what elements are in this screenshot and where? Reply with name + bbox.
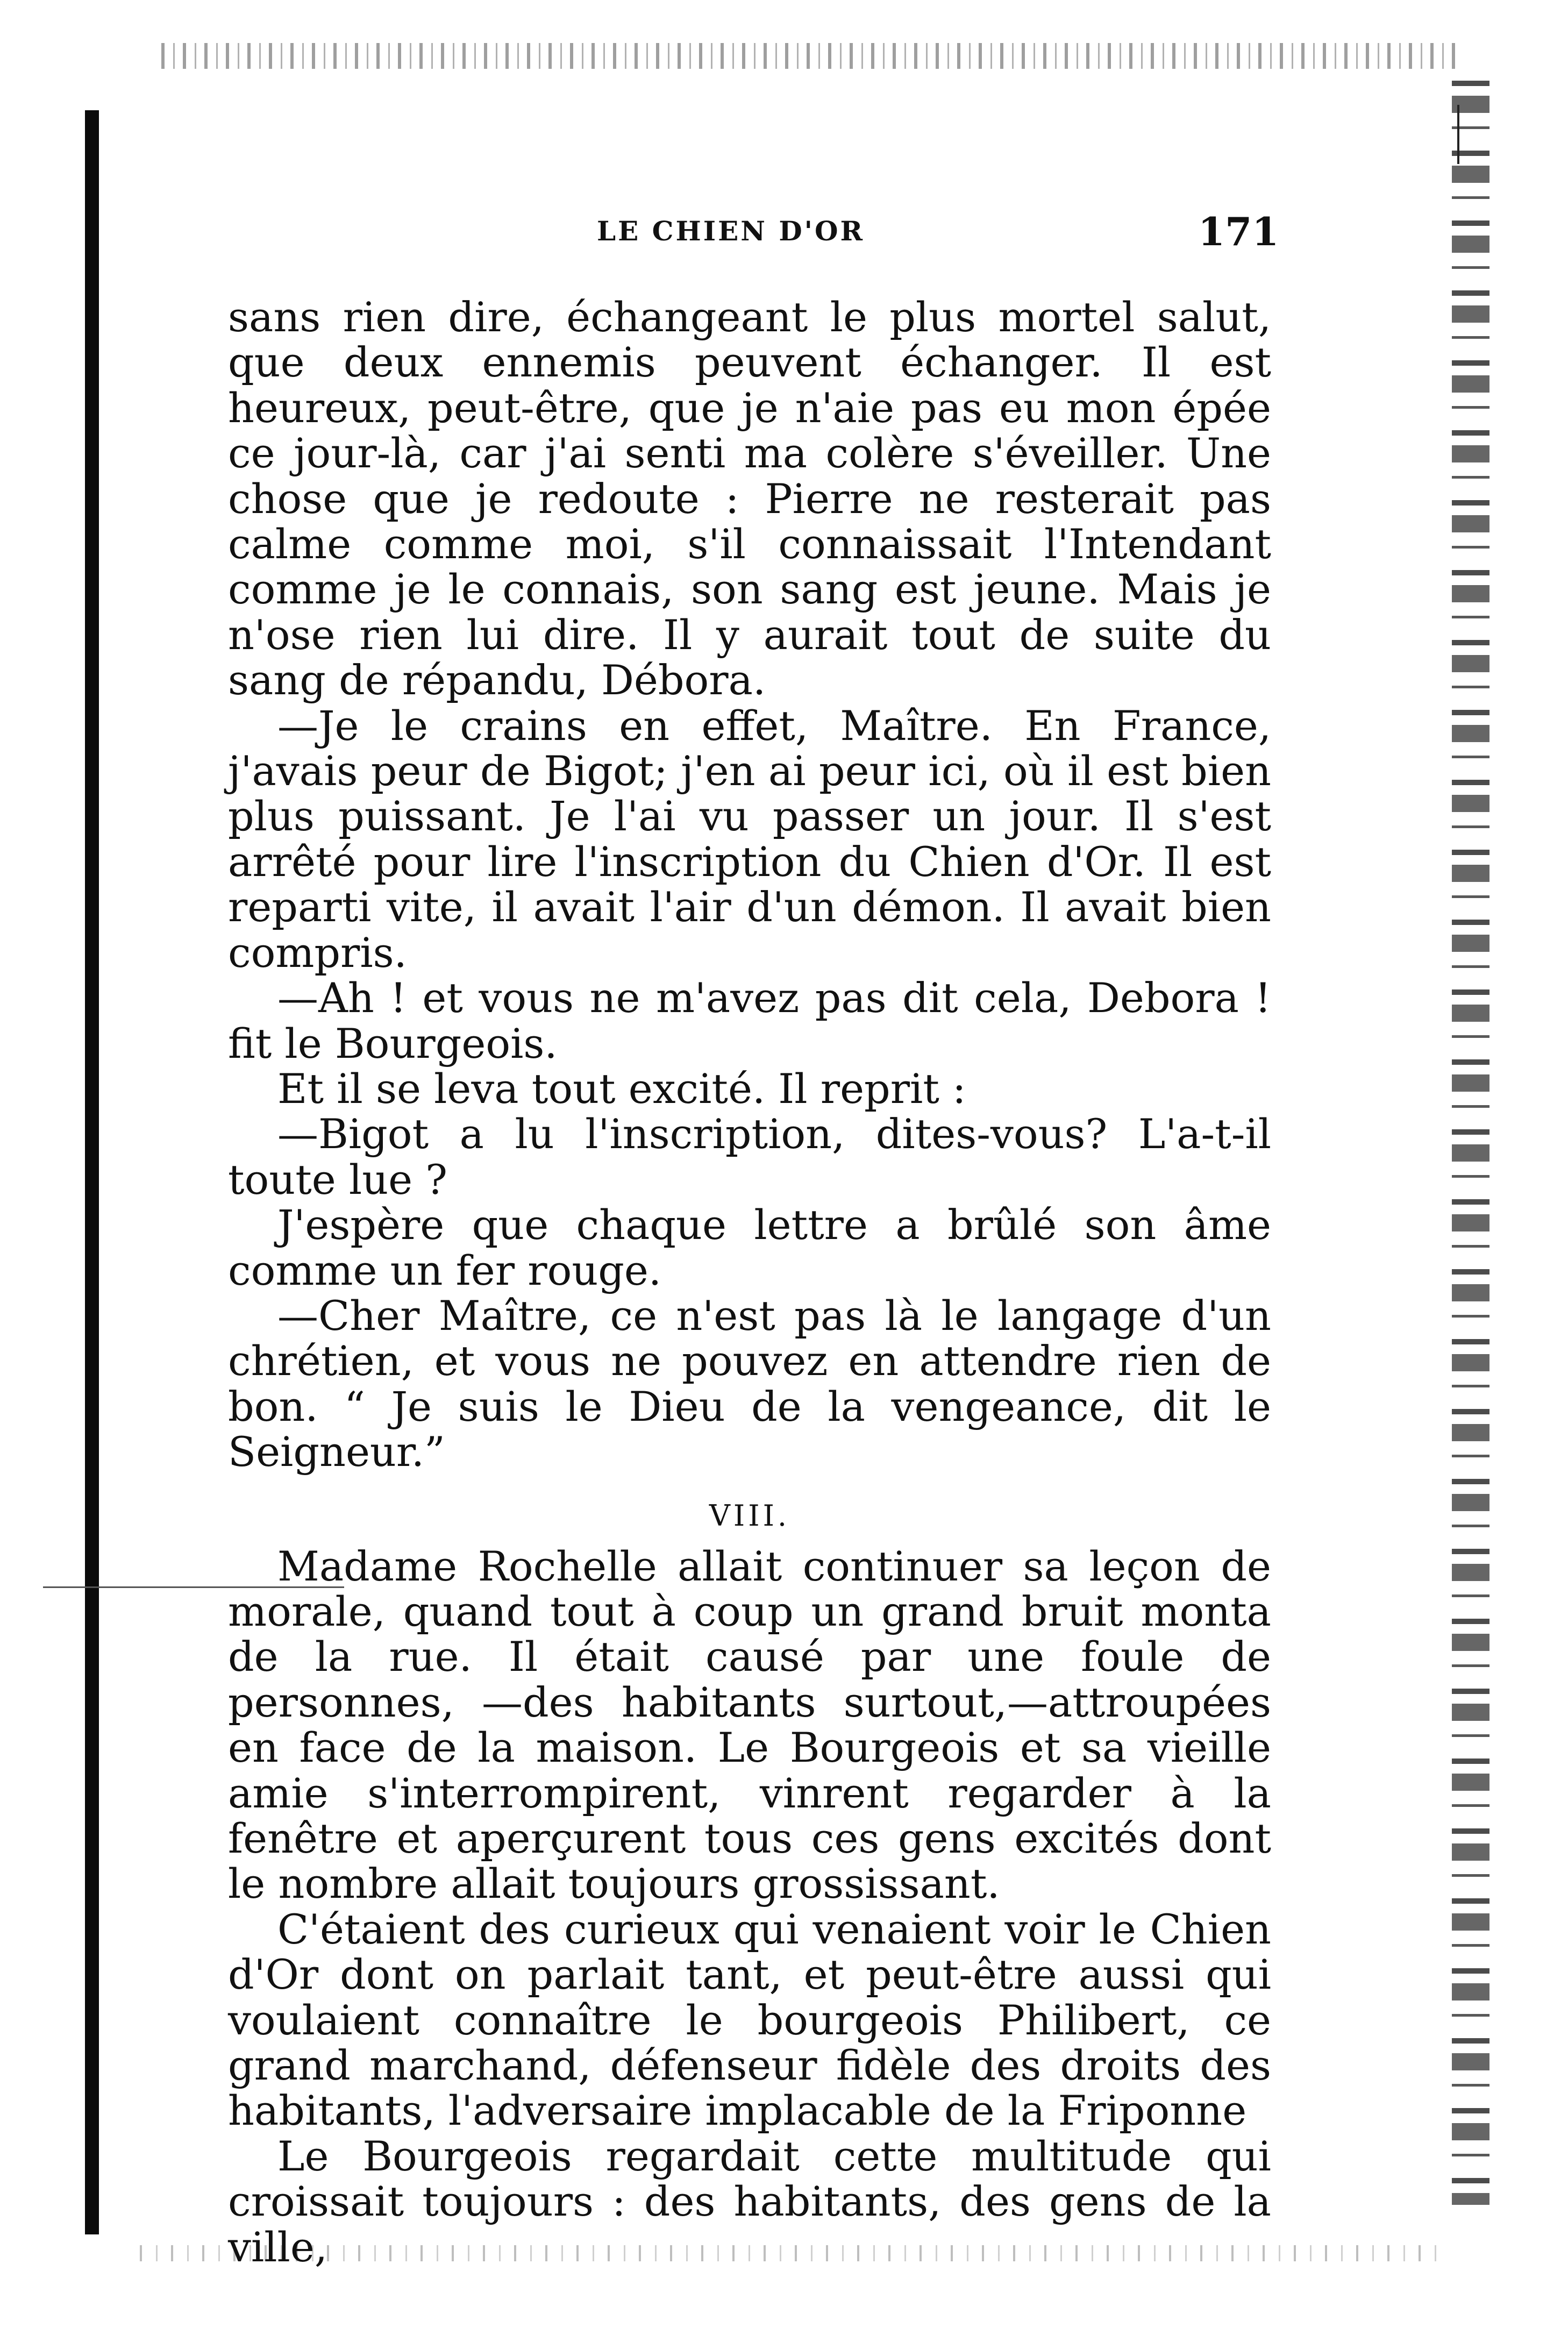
paragraph: C'étaient des curieux qui venaient voir le Chien d'Or dont on parlait tant, et peut-être aussi qui voulaient connaître le bourgeois Philibert, ce grand marchand, défenseur fidèle des droits des habitants, l'adversaire implacable de la Friponne — [228, 1905, 1271, 2135]
paragraph: Le Bourgeois regardait cette multitude qui croissait toujours : des habitants, des gens de la ville, — [228, 2132, 1271, 2271]
paragraph: Madame Rochelle allait continuer sa leçon de morale, quand tout à coup un grand bruit monta de la rue. Il était causé par une foule de personnes, —des habitants surtout,—attroupées en face de la maison. Le Bourgeois et sa vieille amie s'interrompirent, vinrent regarder à la fenêtre et aperçurent tous ces gens excités dont le nombre allait toujours grossissant. — [228, 1542, 1271, 1908]
page-number: 171 — [1198, 209, 1279, 254]
body-text — [228, 295, 1271, 2270]
scan-edge-line — [1457, 105, 1459, 164]
paragraph: J'espère que chaque lettre a brûlé son âme comme un fer rouge. — [228, 1201, 1271, 1294]
paragraph: —Cher Maître, ce n'est pas là le langage d'un chrétien, et vous ne pouvez en attendre rien de bon. “ Je suis le Dieu de la vengeance, dit le Seigneur.” — [228, 1291, 1271, 1476]
scan-noise-top — [161, 43, 1463, 69]
paragraph: —Bigot a lu l'inscription, dites-vous? L'a-t-il toute lue ? — [228, 1110, 1271, 1204]
scan-edge-noise — [1452, 81, 1489, 2205]
scan-binding-shadow — [85, 110, 99, 2234]
running-title: LE CHIEN D'OR — [597, 215, 865, 247]
section-heading: VIII. — [709, 1498, 790, 1533]
paragraph: —Ah ! et vous ne m'avez pas dit cela, Debora ! fit le Bourgeois. — [228, 974, 1271, 1067]
paragraph: sans rien dire, échangeant le plus mortel salut, que deux ennemis peuvent échanger. Il est heureux, peut-être, que je n'aie pas eu mon épée ce jour-là, car j'ai senti ma colère s'éveiller. Une chose que je redoute : Pierre ne resterait pas calme comme moi, s'il connaissait l'Intendant comme je le connais, son sang est jeune. Mais je n'ose rien lui dire. Il y aurait tout de suite du sang de répandu, Débora. — [228, 293, 1271, 704]
paragraph: Et il se leva tout excité. Il reprit : — [277, 1064, 966, 1113]
paragraph: —Je le crains en effet, Maître. En France, j'avais peur de Bigot; j'en ai peur ici, où il est bien plus puissant. Je l'ai vu passer un jour. Il s'est arrêté pour lire l'inscription du Chien d'Or. Il est reparti vite, il avait l'air d'un démon. Il avait bien compris. — [228, 701, 1271, 977]
